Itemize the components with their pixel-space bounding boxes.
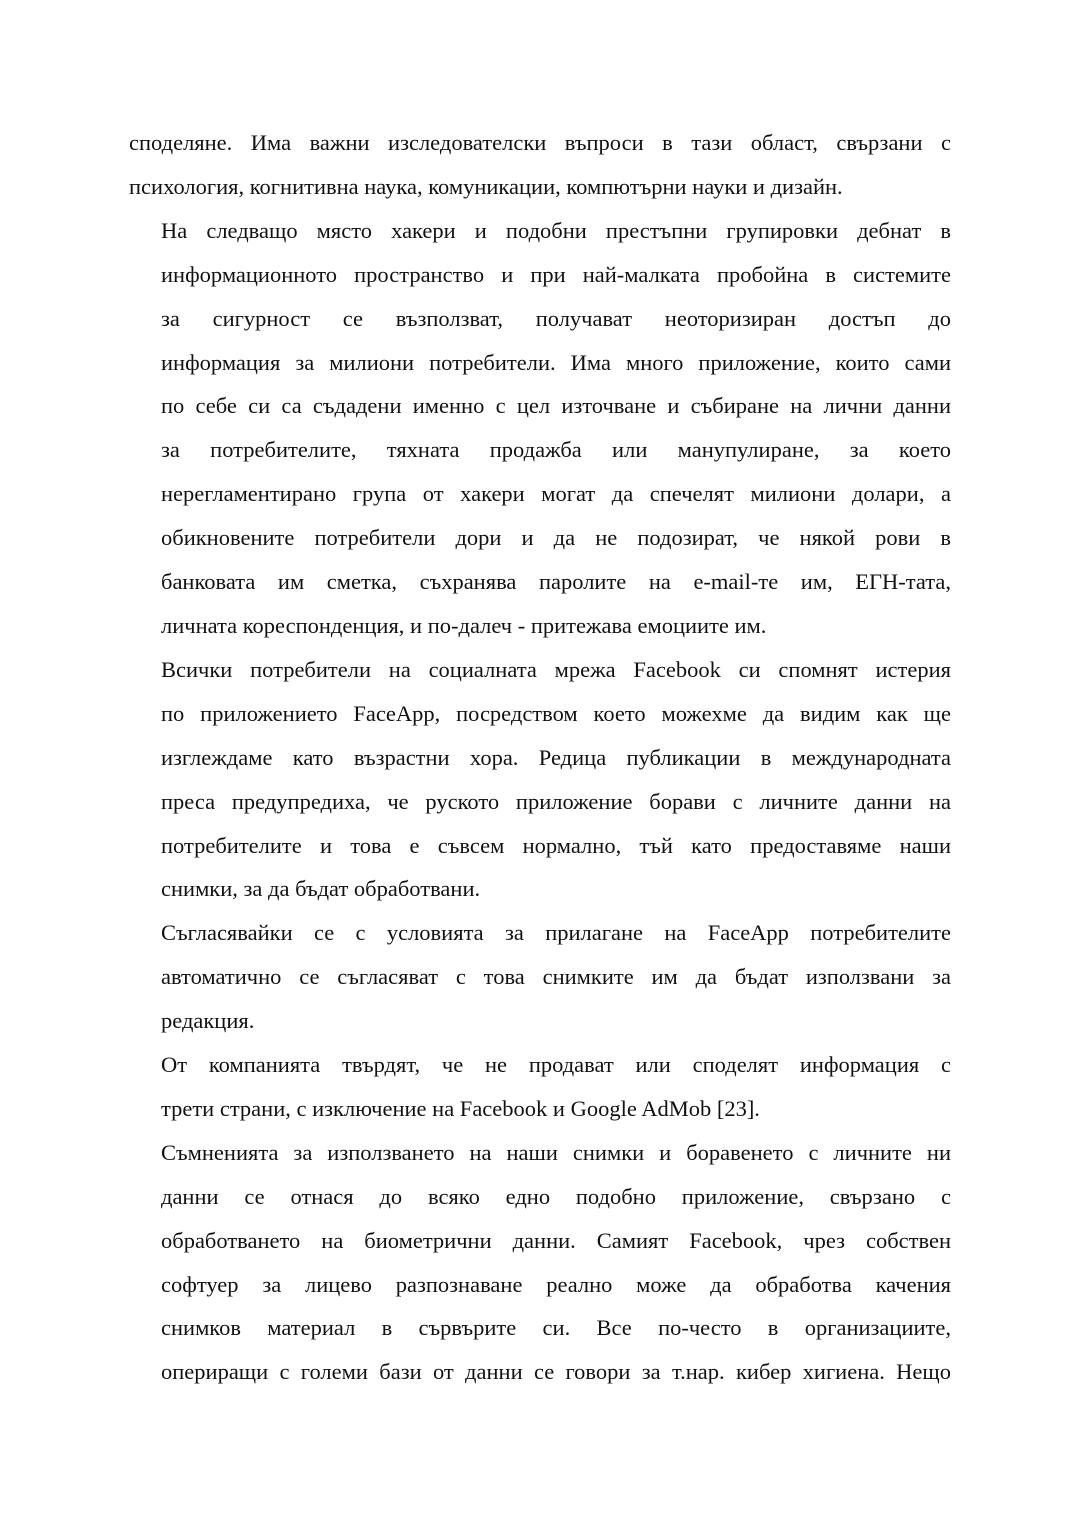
paragraph bbox=[129, 1131, 951, 1394]
text-line: психология, когнитивна наука, комуникации, компютърни науки и дизайн. bbox=[129, 173, 843, 199]
paragraph bbox=[129, 911, 951, 1043]
text-line: данни се отнася до всяко едно подобно приложение, свързано с bbox=[161, 1183, 951, 1209]
text-line: за сигурност се възползват, получават неоторизиран достъп до bbox=[161, 305, 951, 331]
text-line: снимков материал в сървърите си. Все по-често в организациите, bbox=[161, 1315, 951, 1341]
text-line: информация за милиони потребители. Има много приложение, които сами bbox=[161, 349, 951, 375]
text-line: изглеждаме като възрастни хора. Редица публикации в международната bbox=[161, 744, 951, 770]
paragraph bbox=[129, 1043, 951, 1131]
paragraph bbox=[129, 209, 951, 648]
text-line: личната кореспонденция, и по-далеч - притежава емоциите им. bbox=[161, 612, 767, 638]
text-line: банковата им сметка, съхранява паролите на e-mail-те им, ЕГН-тата, bbox=[161, 569, 951, 595]
text-line: по приложението FaceApp, посредством което можехме да видим как ще bbox=[161, 700, 951, 726]
text-line: Съмненията за използването на наши снимки и боравенето с личните ни bbox=[161, 1139, 951, 1165]
paragraph bbox=[129, 121, 951, 209]
text-line: редакция. bbox=[161, 1008, 255, 1034]
text-line: Съгласявайки се с условията за прилагане на FaceApp потребителите bbox=[161, 920, 951, 946]
text-line: На следващо място хакери и подобни престъпни групировки дебнат в bbox=[161, 217, 951, 243]
paragraph bbox=[129, 648, 951, 911]
text-line: споделяне. Има важни изследователски въпроси в тази област, свързани с bbox=[129, 130, 951, 155]
text-line: Всички потребители на социалната мрежа Facebook си спомнят истерия bbox=[161, 656, 951, 682]
text-line: по себе си са съдадени именно с цел източване и събиране на лични данни bbox=[161, 393, 951, 419]
text-line: нерегламентирано група от хакери могат да спечелят милиони долари, а bbox=[161, 481, 951, 507]
text-line: обикновените потребители дори и да не подозират, че някой рови в bbox=[161, 525, 951, 551]
text-line: потребителите и това е съвсем нормално, тъй като предоставяме наши bbox=[161, 832, 951, 858]
text-line: трети страни, с изключение на Facebook и Google AdMob [23]. bbox=[161, 1095, 760, 1121]
text-line: снимки, за да бъдат обработвани. bbox=[161, 876, 481, 902]
text-line: опериращи с големи бази от данни се говори за т.нар. кибер хигиена. Нещо bbox=[161, 1359, 951, 1385]
text-line: информационното пространство и при най-малката пробойна в системите bbox=[161, 261, 951, 287]
text-line: От компанията твърдят, че не продават или споделят информация с bbox=[161, 1052, 951, 1078]
text-line: автоматично се съгласяват с това снимките им да бъдат използвани за bbox=[161, 964, 951, 990]
body-text bbox=[129, 121, 951, 1394]
text-line: за потребителите, тяхната продажба или манупулиране, за което bbox=[161, 437, 951, 463]
text-line: обработването на биометрични данни. Самият Facebook, чрез собствен bbox=[161, 1227, 951, 1253]
text-line: софтуер за лицево разпознаване реално може да обработва качения bbox=[161, 1271, 951, 1297]
text-line: преса предупредиха, че руското приложение борави с личните данни на bbox=[161, 788, 951, 814]
